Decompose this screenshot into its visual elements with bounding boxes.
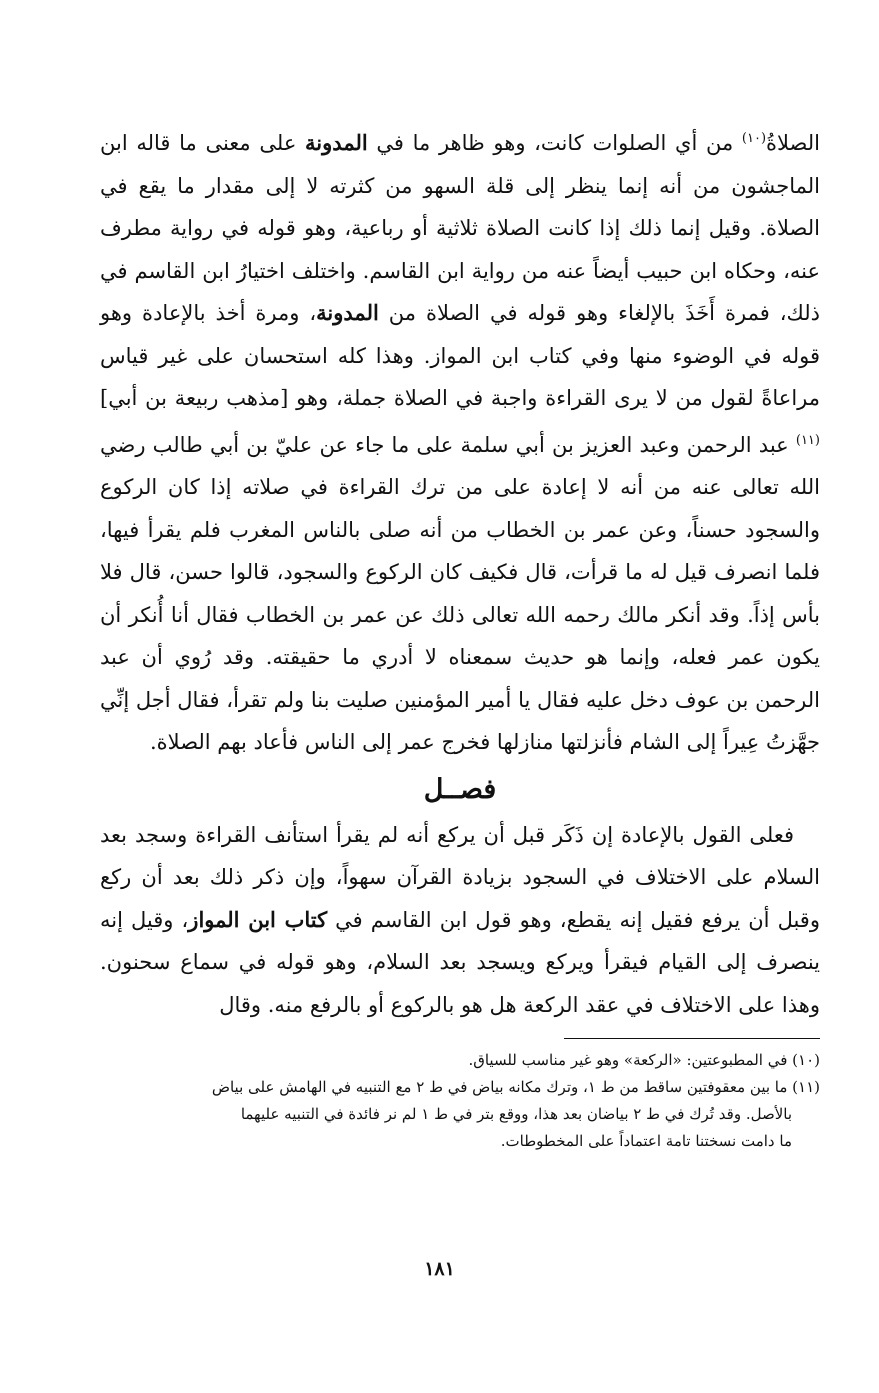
bold-term: كتاب ابن المواز (188, 906, 328, 932)
text-run: ، ومرة أخذ بالإعادة وهو قوله في الوضوء منها وفي كتاب ابن المواز. وهذا كله استحسان على غير قياس مراعاةً لقول من لا يرى القراءة واجبة في الصلاة جملة، وهو [مذهب ربيعة بن أبي] (100, 301, 820, 410)
bold-term: المدونة (305, 130, 368, 155)
section-heading: فصــل (423, 773, 497, 805)
page-number: ١٨١ (424, 1258, 455, 1280)
bold-term: المدونة (316, 300, 379, 325)
text-run: فعلى القول بالإعادة إن ذَكَر قبل أن يركع أنه لم يقرأ استأنف القراءة وسجد بعد السلام على الاختلاف في السجود بزيادة القرآن سهواً، وإن ذكر ذلك بعد أن ركع وقبل أن يرفع فقيل إنه يقطع، وهو قول ابن القاسم في (100, 822, 820, 932)
footnote-10: (١٠) في المطبوعتين: «الركعة» وهو غير مناسب للسياق. (468, 1051, 820, 1069)
footnote-11-continued: بالأصل. وقد تُرك في ط ٢ بياضان بعد هذا، ووقع بتر في ط ١ لم نر فائدة في التنبيه عليهما (240, 1105, 792, 1123)
footnotes (100, 1047, 820, 1155)
footnote-ref-11: (١١) (795, 432, 820, 448)
text-run: عبد الرحمن وعبد العزيز بن أبي سلمة على ما جاء عن عليّ بن أبي طالب رضي الله تعالى عنه من أنه لا إعادة على من ترك القراءة في صلاته إذا كان الركوع والسجود حسناً، وعن عمر بن الخطاب من أنه صلى بالناس المغرب فلم يقرأ فيها، فلما انصرف قيل له ما قرأت، قال فكيف كان الركوع والسجود، قالوا حسن، قال فلا بأس إذاً. وقد أنكر مالك رحمه الله تعالى ذلك عن عمر بن الخطاب فقال أنا أُنكر أن يكون عمر فعله، وإنما هو حديث سمعناه لا أدري ما حقيقته. وقد رُوي أن عبد الرحمن بن عوف دخل عليه فقال يا أمير المؤمنين صليت بنا ولم تقرأ، فقال أجل إنِّي جهَّزتُ عِيراً إلى الشام فأنزلتها منازلها فخرج عمر إلى الناس فأعاد بهم الصلاة. (100, 432, 820, 754)
footnote-ref-10: (١٠) (741, 131, 767, 146)
footnote-11-continued: ما دامت نسختنا تامة اعتماداً على المخطوطات. (500, 1132, 792, 1150)
main-paragraph (100, 118, 820, 764)
text-run: ، وقيل إنه ينصرف إلى القيام فيقرأ ويركع ويسجد بعد السلام، وهو قوله في سماع سحنون. وهذا على الاختلاف في عقد الركعة هل هو بالركوع أو بالرفع منه. وقال (100, 907, 820, 1017)
text-run: الصلاةُ (766, 131, 820, 155)
text-run: على معنى ما قاله ابن الماجشون من أنه إنما ينظر إلى قلة السهو من كثرته لا إلى مقدار ما يقع في الصلاة. وقيل إنما ذلك إذا كانت الصلاة ثلاثية أو رباعية، وهو قوله في رواية مطرف عنه، وحكاه ابن حبيب أيضاً عنه من رواية ابن القاسم. واختلف اختيارُ ابن القاسم في ذلك، فمرة أَخَذَ بالإلغاء وهو قوله في الصلاة من (100, 131, 820, 325)
second-paragraph (100, 814, 820, 1027)
text-run: من أي الصلوات كانت، وهو ظاهر ما في (367, 131, 742, 155)
footnote-11: (١١) ما بين معقوفتين ساقط من ط ١، وترك مكانه بياض في ط ٢ مع التنبيه في الهامش على بياض (211, 1078, 820, 1096)
page-content (100, 118, 820, 1155)
footnote-divider (564, 1038, 820, 1039)
